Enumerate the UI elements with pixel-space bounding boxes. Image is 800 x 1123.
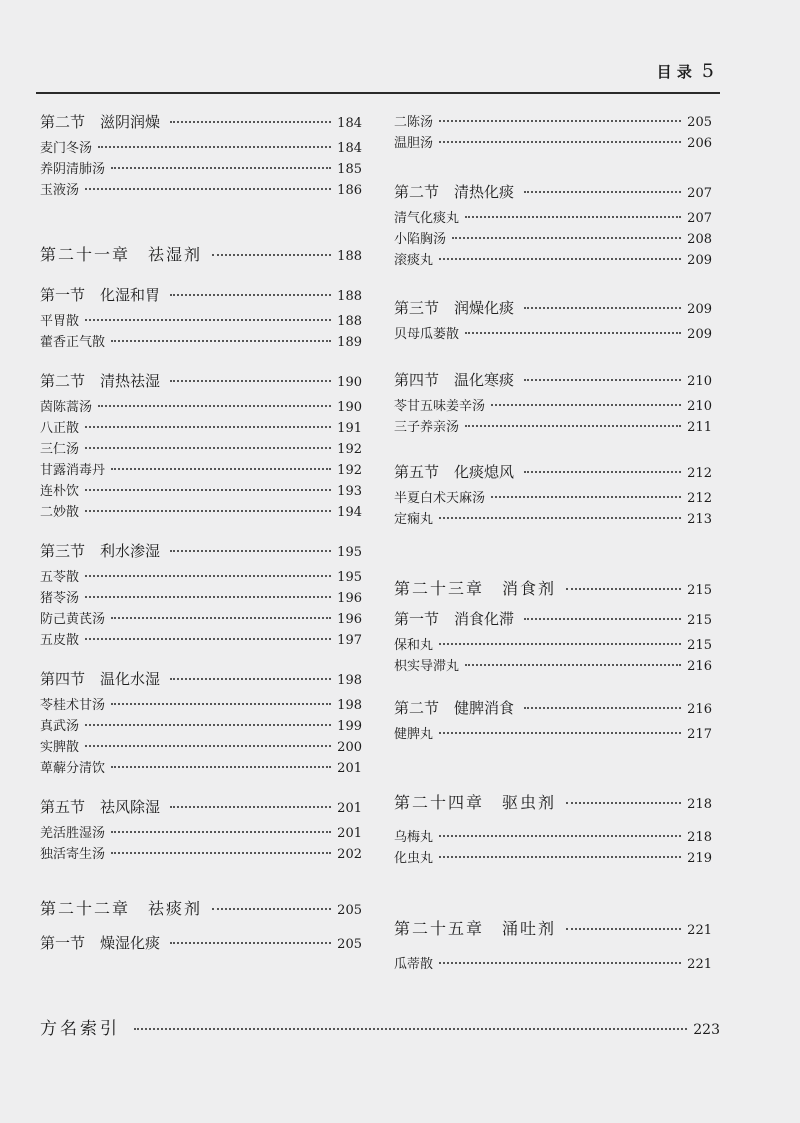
toc-entry[interactable] [40, 715, 362, 736]
toc-section[interactable] [394, 461, 712, 487]
toc-entry[interactable] [394, 847, 712, 868]
toc-section-title: 第二节 清热化痰 [394, 183, 515, 201]
toc-entry-page: 194 [337, 505, 362, 520]
toc-section[interactable] [394, 608, 712, 634]
toc-section-page: 212 [687, 466, 712, 481]
toc-entry[interactable] [40, 438, 362, 459]
toc-entry-page: 200 [337, 740, 362, 755]
leader-dots [524, 191, 681, 193]
leader-dots [111, 167, 331, 169]
toc-entry-title: 枳实导滞丸 [394, 659, 460, 674]
leader-dots [524, 471, 681, 473]
toc-entry-page: 185 [337, 162, 362, 177]
toc-entry[interactable] [394, 826, 712, 847]
spacer [40, 272, 362, 284]
toc-section-title: 第三节 润燥化痰 [394, 299, 515, 317]
toc-entry[interactable] [40, 480, 362, 501]
leader-dots [439, 141, 681, 143]
toc-section[interactable] [394, 181, 712, 207]
spacer [394, 744, 712, 790]
leader-dots [111, 766, 331, 768]
toc-section-title: 第五节 祛风除湿 [40, 798, 161, 816]
toc-entry-title: 三子养亲汤 [394, 420, 460, 435]
toc-entry-title: 温胆汤 [394, 136, 434, 151]
toc-entry[interactable] [40, 587, 362, 608]
toc-entry-page: 217 [687, 727, 712, 742]
toc-entry-page: 192 [337, 463, 362, 478]
spacer [40, 864, 362, 896]
toc-section-title: 第四节 温化寒痰 [394, 371, 515, 389]
leader-dots [566, 588, 681, 590]
toc-entry[interactable] [394, 416, 712, 437]
spacer [394, 676, 712, 697]
toc-section-page: 209 [687, 302, 712, 317]
toc-section-page: 188 [337, 289, 362, 304]
toc-entry-title: 猪苓汤 [40, 591, 80, 606]
leader-dots [566, 928, 681, 930]
toc-entry[interactable] [394, 634, 712, 655]
toc-entry[interactable] [40, 566, 362, 587]
toc-left-column [40, 111, 362, 958]
leader-dots [111, 831, 331, 833]
leader-dots [439, 856, 681, 858]
toc-entry-page: 206 [687, 136, 712, 151]
toc-entry-page: 193 [337, 484, 362, 499]
leader-dots [524, 618, 681, 620]
toc-entry-page: 198 [337, 698, 362, 713]
toc-section[interactable] [40, 932, 362, 958]
toc-entry-page: 211 [687, 420, 712, 435]
leader-dots [98, 405, 331, 407]
leader-dots [170, 806, 331, 808]
toc-entry-title: 化虫丸 [394, 851, 434, 866]
toc-entry[interactable] [40, 501, 362, 522]
spacer [40, 650, 362, 668]
leader-dots [524, 707, 681, 709]
spacer [394, 153, 712, 181]
toc-section[interactable] [40, 540, 362, 566]
toc-entry[interactable] [40, 843, 362, 864]
leader-dots [170, 294, 331, 296]
toc-entry[interactable] [394, 249, 712, 270]
toc-entry-title: 二妙散 [40, 505, 80, 520]
leader-dots [439, 120, 681, 122]
toc-entry[interactable] [40, 331, 362, 352]
leader-dots [170, 121, 331, 123]
toc-section-page: 205 [337, 937, 362, 952]
toc-entry-title: 保和丸 [394, 638, 434, 653]
toc-entry[interactable] [394, 228, 712, 249]
toc-section-title: 第二节 健脾消食 [394, 699, 515, 717]
toc-section-page: 201 [337, 801, 362, 816]
leader-dots [439, 643, 681, 645]
toc-entry-page: 209 [687, 253, 712, 268]
toc-entry-title: 清气化痰丸 [394, 211, 460, 226]
toc-entry-page: 201 [337, 761, 362, 776]
toc-entry-title: 二陈汤 [394, 115, 434, 130]
leader-dots [170, 380, 331, 382]
toc-entry[interactable] [394, 132, 712, 153]
toc-index-entry[interactable] [40, 1014, 720, 1044]
toc-entry-title: 苓甘五味姜辛汤 [394, 399, 486, 414]
leader-dots [439, 732, 681, 734]
leader-dots [524, 379, 681, 381]
toc-section-title: 第二节 滋阴润燥 [40, 113, 161, 131]
toc-entry-page: 191 [337, 421, 362, 436]
toc-entry-page: 184 [337, 141, 362, 156]
leader-dots [134, 1028, 687, 1030]
toc-entry-title: 茵陈蒿汤 [40, 400, 93, 415]
leader-dots [85, 575, 331, 577]
toc-section-page: 190 [337, 375, 362, 390]
toc-entry-title: 防己黄芪汤 [40, 612, 106, 627]
leader-dots [111, 340, 331, 342]
toc-entry-page: 189 [337, 335, 362, 350]
toc-entry-page: 209 [687, 327, 712, 342]
leader-dots [439, 835, 681, 837]
header-page-number: 5 [701, 60, 714, 82]
toc-chapter[interactable] [394, 916, 712, 946]
toc-entry[interactable] [40, 757, 362, 778]
toc-entry-page: 196 [337, 591, 362, 606]
leader-dots [111, 617, 331, 619]
toc-entry-page: 219 [687, 851, 712, 866]
leader-dots [212, 254, 331, 256]
toc-section[interactable] [40, 796, 362, 822]
toc-entry-page: 195 [337, 570, 362, 585]
toc-entry-title: 藿香正气散 [40, 335, 106, 350]
toc-entry-title: 滚痰丸 [394, 253, 434, 268]
toc-section[interactable] [394, 697, 712, 723]
leader-dots [111, 468, 331, 470]
toc-entry[interactable] [40, 158, 362, 179]
spacer [40, 352, 362, 370]
toc-entry[interactable] [40, 608, 362, 629]
leader-dots [98, 146, 331, 148]
toc-entry[interactable] [40, 459, 362, 480]
toc-chapter-page: 221 [687, 923, 712, 938]
toc-section-title: 第三节 利水渗湿 [40, 542, 161, 560]
spacer [394, 344, 712, 369]
leader-dots [465, 425, 681, 427]
toc-chapter[interactable] [394, 576, 712, 606]
toc-entry[interactable] [40, 179, 362, 200]
toc-entry-title: 连朴饮 [40, 484, 80, 499]
toc-section[interactable] [40, 284, 362, 310]
toc-section-page: 184 [337, 116, 362, 131]
toc-right-column [394, 111, 712, 974]
toc-entry[interactable] [394, 323, 712, 344]
leader-dots [170, 942, 331, 944]
leader-dots [85, 447, 331, 449]
leader-dots [439, 962, 681, 964]
toc-entry-title: 苓桂术甘汤 [40, 698, 106, 713]
toc-entry[interactable] [40, 822, 362, 843]
leader-dots [85, 319, 331, 321]
toc-section-title: 第一节 消食化滞 [394, 610, 515, 628]
leader-dots [170, 550, 331, 552]
toc-entry-title: 萆薢分清饮 [40, 761, 106, 776]
toc-entry-title: 五苓散 [40, 570, 80, 585]
toc-entry-page: 205 [687, 115, 712, 130]
toc-entry-title: 独活寄生汤 [40, 847, 106, 862]
leader-dots [439, 517, 681, 519]
toc-entry-title: 健脾丸 [394, 727, 434, 742]
toc-section-page: 195 [337, 545, 362, 560]
toc-section[interactable] [40, 668, 362, 694]
toc-chapter-title: 第二十四章 驱虫剂 [394, 793, 557, 812]
toc-entry-page: 207 [687, 211, 712, 226]
toc-chapter-page: 205 [337, 903, 362, 918]
toc-entry-page: 208 [687, 232, 712, 247]
toc-entry[interactable] [394, 508, 712, 529]
toc-section-page: 210 [687, 374, 712, 389]
toc-entry-page: 215 [687, 638, 712, 653]
toc-entry-page: 186 [337, 183, 362, 198]
toc-entry[interactable] [40, 417, 362, 438]
toc-entry-title: 三仁汤 [40, 442, 80, 457]
toc-entry[interactable] [40, 396, 362, 417]
spacer [394, 946, 712, 953]
toc-entry-page: 197 [337, 633, 362, 648]
spacer [40, 778, 362, 796]
running-header [657, 60, 714, 82]
toc-entry[interactable] [394, 395, 712, 416]
leader-dots [85, 426, 331, 428]
leader-dots [452, 237, 681, 239]
leader-dots [85, 510, 331, 512]
leader-dots [465, 216, 681, 218]
toc-entry[interactable] [394, 655, 712, 676]
spacer [40, 522, 362, 540]
toc-entry[interactable] [40, 694, 362, 715]
spacer [40, 200, 362, 242]
spacer [394, 529, 712, 576]
leader-dots [524, 307, 681, 309]
spacer [394, 868, 712, 916]
leader-dots [85, 724, 331, 726]
toc-entry-title: 麦门冬汤 [40, 141, 93, 156]
toc-chapter-title: 第二十三章 消食剂 [394, 579, 557, 598]
leader-dots [85, 188, 331, 190]
toc-section-title: 第一节 化湿和胃 [40, 286, 161, 304]
leader-dots [465, 664, 681, 666]
toc-entry-page: 199 [337, 719, 362, 734]
toc-entry-page: 188 [337, 314, 362, 329]
toc-section-page: 215 [687, 613, 712, 628]
toc-entry[interactable] [394, 111, 712, 132]
toc-section-title: 第一节 燥湿化痰 [40, 934, 161, 952]
toc-section[interactable] [40, 370, 362, 396]
toc-section-page: 207 [687, 186, 712, 201]
leader-dots [566, 802, 681, 804]
toc-entry-title: 甘露消毒丹 [40, 463, 106, 478]
spacer [394, 270, 712, 297]
toc-chapter[interactable] [40, 242, 362, 272]
toc-index-page: 223 [693, 1022, 720, 1038]
toc-entry-page: 210 [687, 399, 712, 414]
spacer [394, 437, 712, 461]
leader-dots [85, 638, 331, 640]
toc-chapter[interactable] [394, 790, 712, 820]
leader-dots [212, 908, 331, 910]
toc-chapter-title: 第二十五章 涌吐剂 [394, 919, 557, 938]
leader-dots [465, 332, 681, 334]
toc-entry-page: 202 [337, 847, 362, 862]
toc-entry[interactable] [394, 487, 712, 508]
toc-entry-page: 190 [337, 400, 362, 415]
leader-dots [85, 489, 331, 491]
toc-entry-title: 玉液汤 [40, 183, 80, 198]
toc-section-title: 第五节 化痰熄风 [394, 463, 515, 481]
toc-entry-page: 201 [337, 826, 362, 841]
toc-index-title: 方名索引 [40, 1019, 120, 1039]
leader-dots [85, 596, 331, 598]
toc-chapter-title: 第二十一章 祛湿剂 [40, 245, 203, 264]
toc-section-title: 第四节 温化水湿 [40, 670, 161, 688]
toc-entry-title: 真武汤 [40, 719, 80, 734]
toc-chapter-title: 第二十二章 祛痰剂 [40, 899, 203, 918]
toc-section[interactable] [394, 369, 712, 395]
toc-entry-page: 218 [687, 830, 712, 845]
toc-entry-title: 半夏白术天麻汤 [394, 491, 486, 506]
toc-entry[interactable] [394, 207, 712, 228]
toc-entry[interactable] [40, 629, 362, 650]
leader-dots [111, 703, 331, 705]
toc-entry-page: 192 [337, 442, 362, 457]
toc-entry-title: 瓜蒂散 [394, 957, 434, 972]
toc-entry[interactable] [40, 137, 362, 158]
toc-section[interactable] [394, 297, 712, 323]
toc-entry-title: 羌活胜湿汤 [40, 826, 106, 841]
toc-entry[interactable] [394, 723, 712, 744]
leader-dots [85, 745, 331, 747]
toc-entry-title: 实脾散 [40, 740, 80, 755]
leader-dots [491, 404, 681, 406]
toc-entry-title: 贝母瓜蒌散 [394, 327, 460, 342]
toc-entry[interactable] [394, 953, 712, 974]
toc-entry[interactable] [40, 736, 362, 757]
toc-entry-title: 五皮散 [40, 633, 80, 648]
toc-section-page: 216 [687, 702, 712, 717]
toc-entry-title: 养阴清肺汤 [40, 162, 106, 177]
toc-section-page: 198 [337, 673, 362, 688]
toc-section-title: 第二节 清热祛湿 [40, 372, 161, 390]
toc-entry-title: 乌梅丸 [394, 830, 434, 845]
toc-entry-page: 212 [687, 491, 712, 506]
toc-entry-page: 216 [687, 659, 712, 674]
toc-entry-title: 平胃散 [40, 314, 80, 329]
toc-entry-page: 221 [687, 957, 712, 972]
toc-entry-page: 196 [337, 612, 362, 627]
toc-entry-title: 八正散 [40, 421, 80, 436]
toc-chapter[interactable] [40, 896, 362, 926]
toc-entry-title: 定痫丸 [394, 512, 434, 527]
leader-dots [491, 496, 681, 498]
leader-dots [111, 852, 331, 854]
toc-chapter-page: 218 [687, 797, 712, 812]
toc-entry[interactable] [40, 310, 362, 331]
header-title: 目 录 [656, 63, 692, 81]
leader-dots [439, 258, 681, 260]
toc-chapter-page: 215 [687, 583, 712, 598]
header-rule [36, 92, 720, 94]
leader-dots [170, 678, 331, 680]
toc-section[interactable] [40, 111, 362, 137]
toc-entry-page: 213 [687, 512, 712, 527]
toc-chapter-page: 188 [337, 249, 362, 264]
toc-entry-title: 小陷胸汤 [394, 232, 447, 247]
